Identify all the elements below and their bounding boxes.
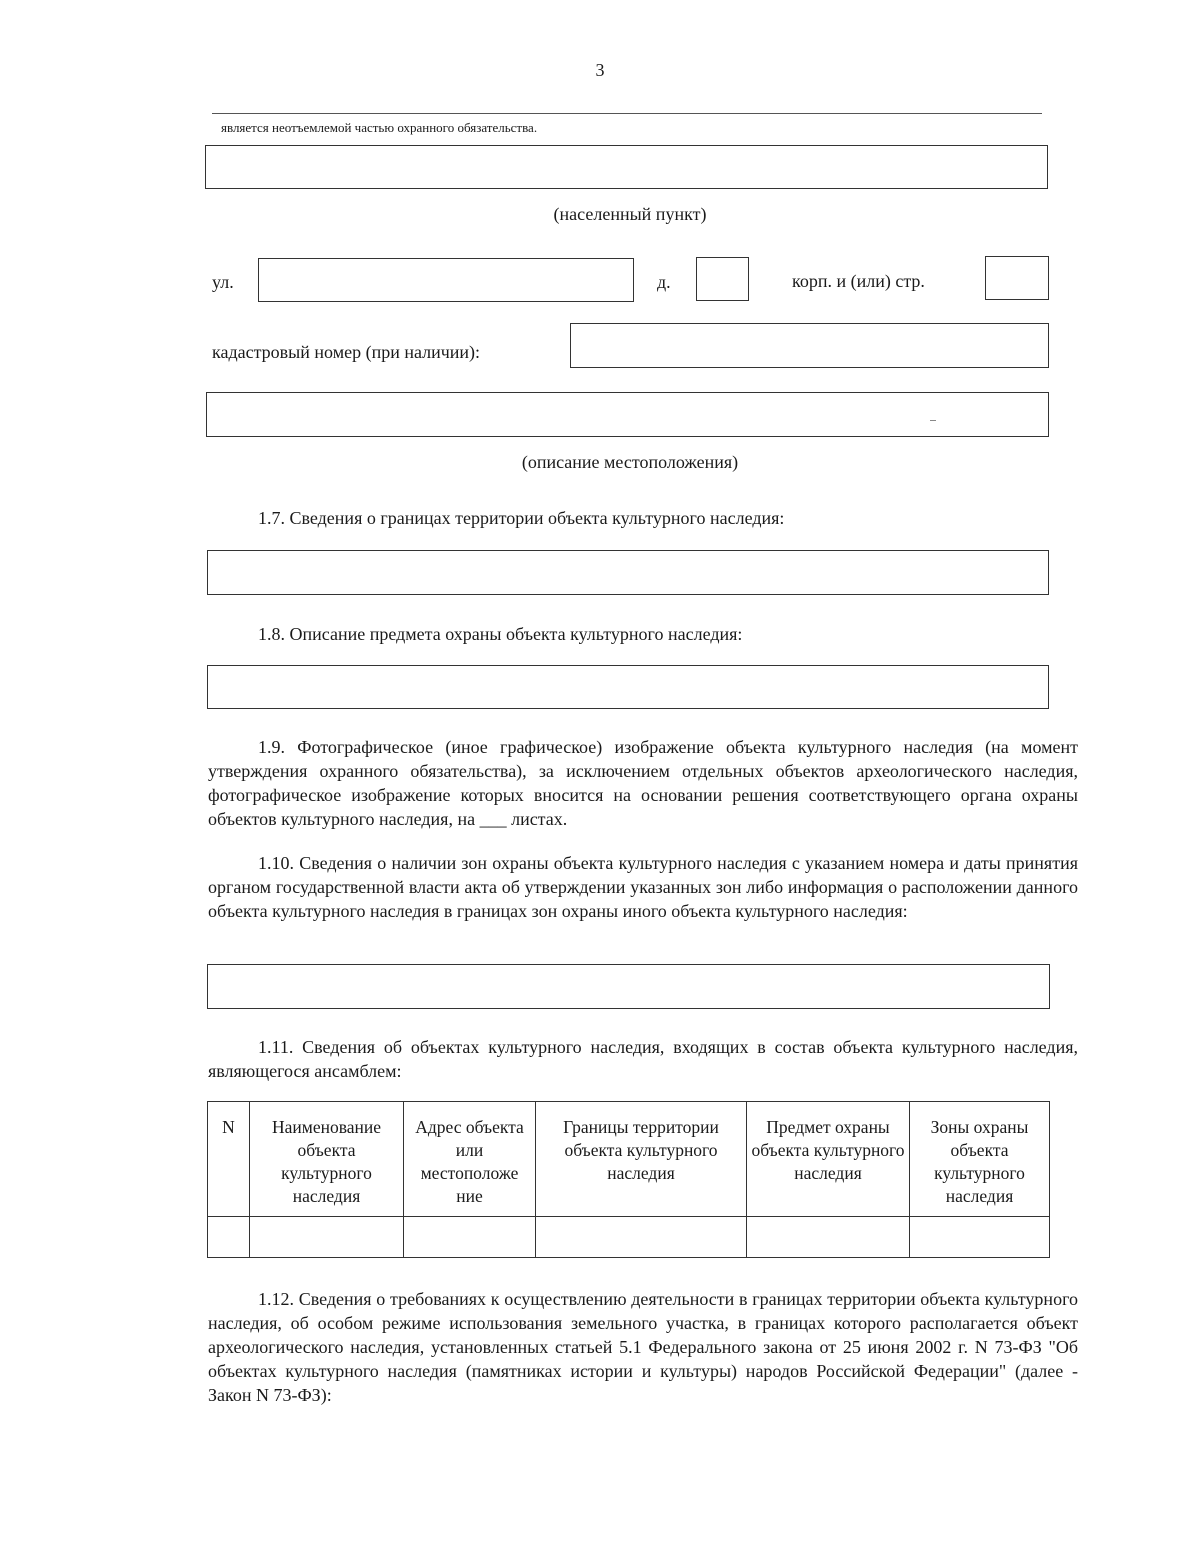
- section-1-9-text: 1.9. Фотографическое (иное графическое) изображение объекта культурного наследия (на момент утверждения охранного обязательства), за исключением отдельных объектов археологического наследия, фотографическое изображение которых вносится на основании решения соответствующего органа охраны объектов культурного наследия, на ___ листах.: [208, 737, 1078, 829]
- street-label: ул.: [212, 272, 234, 292]
- header-cell-name: Наименование объекта культурного наследия: [250, 1102, 404, 1217]
- section-1-11-text: 1.11. Сведения об объектах культурного наследия, входящих в состав объекта культурного наследия, являющегося ансамблем:: [208, 1037, 1078, 1081]
- table-cell-protection-subject[interactable]: [747, 1217, 910, 1258]
- cadastral-label: кадастровый номер (при наличии):: [212, 342, 481, 362]
- cadastral-field[interactable]: [570, 323, 1049, 368]
- scan-mark: [930, 420, 936, 421]
- table-row: [208, 1217, 1050, 1258]
- header-cell-protection-subject: Предмет охраны объекта культурного наследия: [747, 1102, 910, 1217]
- settlement-field[interactable]: [205, 145, 1048, 189]
- building-field[interactable]: [985, 256, 1049, 300]
- location-field[interactable]: [206, 392, 1049, 437]
- ensemble-table: [207, 1101, 1050, 1258]
- section-1-7-heading: 1.7. Сведения о границах территории объекта культурного наследия:: [258, 508, 785, 528]
- section-1-11-paragraph: [208, 1035, 1078, 1083]
- settlement-caption: (населенный пункт): [553, 204, 707, 224]
- header-cell-n: N: [208, 1102, 250, 1217]
- building-label: корп. и (или) стр.: [792, 271, 925, 291]
- table-cell-address[interactable]: [404, 1217, 536, 1258]
- header-cell-address: Адрес объекта или местоположе ние: [404, 1102, 536, 1217]
- top-rule: [212, 113, 1042, 114]
- section-1-7-field[interactable]: [207, 550, 1049, 595]
- header-cell-protection-zones: Зоны охраны объекта культурного наследия: [910, 1102, 1050, 1217]
- section-1-12-text: 1.12. Сведения о требованиях к осуществлению деятельности в границах территории объекта культурного наследия, об особом режиме использования земельного участка, в границах которого располагается объект археологического наследия, установленных статьей 5.1 Федерального закона от 25 июня 2002 г. N 73-ФЗ "Об объектах культурного наследия (памятниках истории и культуры) народов Российской Федерации" (далее - Закон N 73-ФЗ):: [208, 1289, 1078, 1405]
- page-number: 3: [595, 60, 605, 80]
- section-1-10-field[interactable]: [207, 964, 1050, 1009]
- section-1-10-paragraph: [208, 851, 1078, 923]
- section-1-8-heading: 1.8. Описание предмета охраны объекта культурного наследия:: [258, 624, 743, 644]
- table-cell-boundaries[interactable]: [536, 1217, 747, 1258]
- table-header-row: [208, 1102, 1050, 1217]
- house-label: д.: [657, 272, 671, 292]
- location-caption: (описание местоположения): [521, 452, 739, 472]
- house-field[interactable]: [696, 257, 749, 301]
- section-1-9-paragraph: [208, 735, 1078, 831]
- table-cell-n[interactable]: [208, 1217, 250, 1258]
- table-cell-name[interactable]: [250, 1217, 404, 1258]
- continued-text: является неотъемлемой частью охранного обязательства.: [221, 120, 538, 135]
- table-cell-protection-zones[interactable]: [910, 1217, 1050, 1258]
- header-cell-boundaries: Границы территории объекта культурного наследия: [536, 1102, 747, 1217]
- section-1-12-paragraph: [208, 1287, 1078, 1407]
- section-1-8-field[interactable]: [207, 665, 1049, 709]
- section-1-10-text: 1.10. Сведения о наличии зон охраны объекта культурного наследия с указанием номера и даты принятия органом государственной власти акта об утверждении указанных зон либо информация о расположении данного объекта культурного наследия в границах зон охраны иного объекта культурного наследия:: [208, 853, 1078, 921]
- street-field[interactable]: [258, 258, 634, 302]
